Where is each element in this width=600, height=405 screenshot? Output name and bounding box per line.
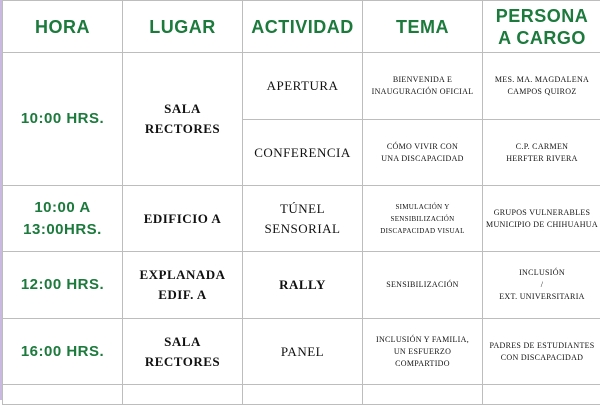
lugar-cell: EXPLANADA EDIF. A [123, 252, 243, 319]
actividad-cell: TÚNEL SENSORIAL [243, 186, 363, 252]
empty-cell [123, 385, 243, 405]
persona-cell: GRUPOS VULNERABLES MUNICIPIO DE CHIHUAHUA [483, 186, 600, 252]
header-tema: TEMA [363, 1, 483, 53]
persona-cell: MES. MA. MAGDALENA CAMPOS QUIROZ [483, 53, 600, 120]
hora-cell: 12:00 HRS. [3, 252, 123, 319]
table-row [3, 53, 600, 120]
empty-cell [243, 385, 363, 405]
table-row-partial [3, 385, 600, 405]
lugar-cell: SALA RECTORES [123, 319, 243, 385]
hora-cell: 10:00 HRS. [3, 53, 123, 186]
header-lugar: LUGAR [123, 1, 243, 53]
tema-cell: INCLUSIÓN Y FAMILIA, UN ESFUERZO COMPARTIDO [363, 319, 483, 385]
persona-cell: C.P. CARMEN HERFTER RIVERA [483, 120, 600, 186]
lugar-cell: SALA RECTORES [123, 53, 243, 186]
tema-cell: SIMULACIÓN Y SENSIBILIZACIÓN DISCAPACIDAD VISUAL [363, 186, 483, 252]
hora-cell: 16:00 HRS. [3, 319, 123, 385]
table-row [3, 319, 600, 385]
empty-cell [483, 385, 600, 405]
empty-cell [363, 385, 483, 405]
lugar-cell: EDIFICIO A [123, 186, 243, 252]
actividad-cell: APERTURA [243, 53, 363, 120]
persona-cell: INCLUSIÓN / EXT. UNIVERSITARIA [483, 252, 600, 319]
persona-cell: PADRES DE ESTUDIANTES CON DISCAPACIDAD [483, 319, 600, 385]
actividad-cell: PANEL [243, 319, 363, 385]
tema-cell: SENSIBILIZACIÓN [363, 252, 483, 319]
header-actividad: ACTIVIDAD [243, 1, 363, 53]
hora-cell: 10:00 A 13:00HRS. [3, 186, 123, 252]
tema-cell: CÓMO VIVIR CON UNA DISCAPACIDAD [363, 120, 483, 186]
table-header-row [3, 1, 600, 53]
table-row [3, 186, 600, 252]
schedule-table [2, 0, 600, 405]
empty-cell [3, 385, 123, 405]
actividad-cell: RALLY [243, 252, 363, 319]
header-hora: HORA [3, 1, 123, 53]
tema-cell: BIENVENIDA E INAUGURACIÓN OFICIAL [363, 53, 483, 120]
table-row [3, 252, 600, 319]
header-persona-a-cargo: PERSONA A CARGO [483, 1, 600, 53]
actividad-cell: CONFERENCIA [243, 120, 363, 186]
